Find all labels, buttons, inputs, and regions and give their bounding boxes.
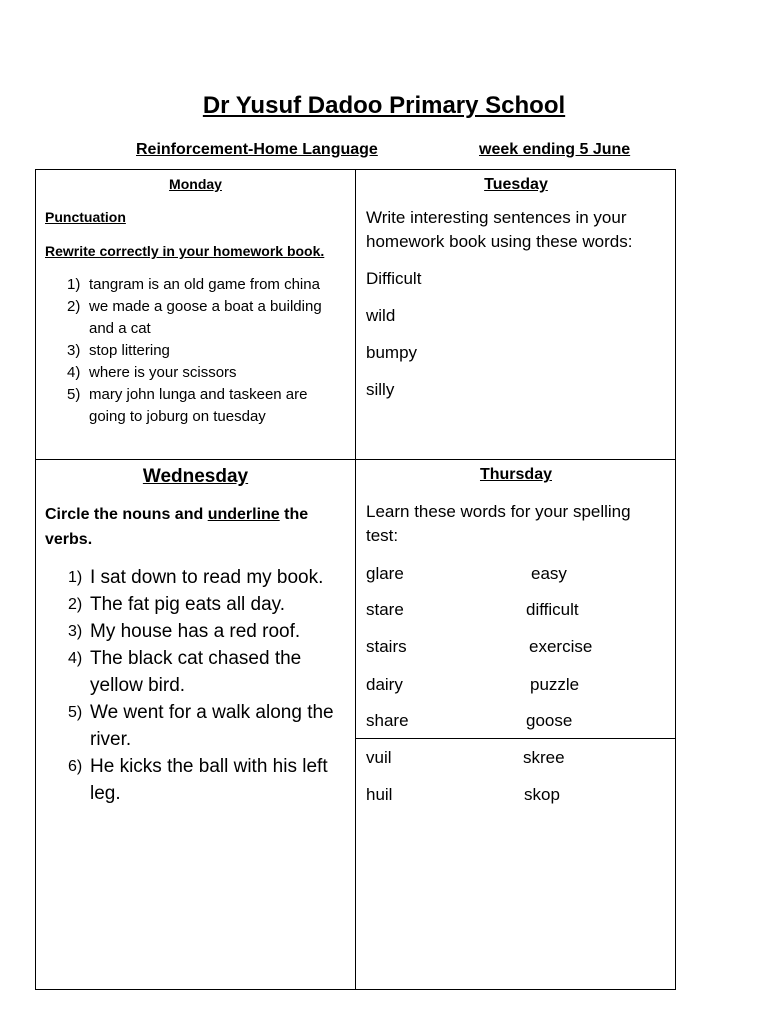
spelling-word: share [366,711,409,730]
tuesday-word: wild [366,306,396,325]
item-text: The black cat chased the yellow bird. [90,648,302,696]
afrikaans-word: skop [524,785,560,804]
list-item [45,340,345,362]
tuesday-cell [356,170,676,459]
item-text: tangram is an old game from china [89,276,320,293]
list-item [45,699,350,753]
item-text: mary john lunga and taskeen are going to joburg on tuesday [89,386,308,425]
monday-list [45,274,345,428]
spelling-word: easy [531,564,567,583]
spelling-word: exercise [529,637,593,656]
item-number: 2) [67,298,81,315]
wednesday-cell [36,460,355,990]
thursday-heading: Thursday [479,466,552,483]
item-number: 1) [67,276,81,293]
wednesday-instruction [45,502,345,552]
thursday-cell [356,460,676,990]
item-text: We went for a walk along the river. [90,702,334,750]
monday-cell [36,170,355,459]
item-text: The fat pig eats all day. [90,594,286,615]
page-title: Dr Yusuf Dadoo Primary School [202,92,566,119]
item-text: He kicks the ball with his left leg. [90,756,328,804]
list-item [45,362,345,384]
spelling-word: dairy [366,675,403,694]
list-item [45,564,350,591]
spelling-word: stairs [366,637,407,656]
instruction-underlined: underline [207,506,280,523]
list-item [45,274,345,296]
subtitle-left: Reinforcement-Home Language [136,141,378,158]
subtitle-right: week ending 5 June [479,141,631,158]
item-number: 5) [68,704,83,721]
item-number: 5) [67,386,81,403]
item-text: My house has a red roof. [90,621,301,642]
instruction-text: the verbs. [45,506,309,548]
wednesday-heading: Wednesday [142,466,249,487]
tuesday-heading: Tuesday [484,176,548,193]
tuesday-word: silly [366,380,395,399]
item-text: where is your scissors [89,364,237,381]
item-text: stop littering [89,342,170,359]
thursday-instruction: Learn these words for your spelling test: [366,502,631,545]
tuesday-word: Difficult [366,269,422,288]
instruction-text: Circle the nouns and [45,506,208,523]
item-number: 4) [68,650,83,667]
item-text: I sat down to read my book. [90,567,324,588]
list-item [45,618,350,645]
spelling-word: glare [366,564,404,583]
item-number: 1) [68,569,83,586]
spelling-word: stare [366,600,404,619]
monday-topic: Punctuation [45,209,126,225]
wednesday-list [45,564,350,807]
afrikaans-word: skree [523,748,565,767]
list-item [45,591,350,618]
tuesday-word: bumpy [366,343,418,362]
item-text: we made a goose a boat a building and a cat [89,298,322,337]
list-item [45,296,345,340]
item-number: 3) [68,623,83,640]
spelling-word: difficult [526,600,579,619]
afrikaans-word: vuil [366,748,392,767]
spelling-word: puzzle [530,675,580,694]
monday-heading: Monday [169,176,222,192]
item-number: 2) [68,596,83,613]
spelling-word: goose [526,711,573,730]
item-number: 3) [67,342,81,359]
item-number: 6) [68,758,83,775]
list-item [45,645,350,699]
item-number: 4) [67,364,81,381]
monday-instruction: Rewrite correctly in your homework book. [45,243,325,259]
list-item [45,384,345,428]
afrikaans-word: huil [366,785,393,804]
tuesday-instruction: Write interesting sentences in your homework book using these words: [366,208,633,251]
list-item [45,753,350,807]
